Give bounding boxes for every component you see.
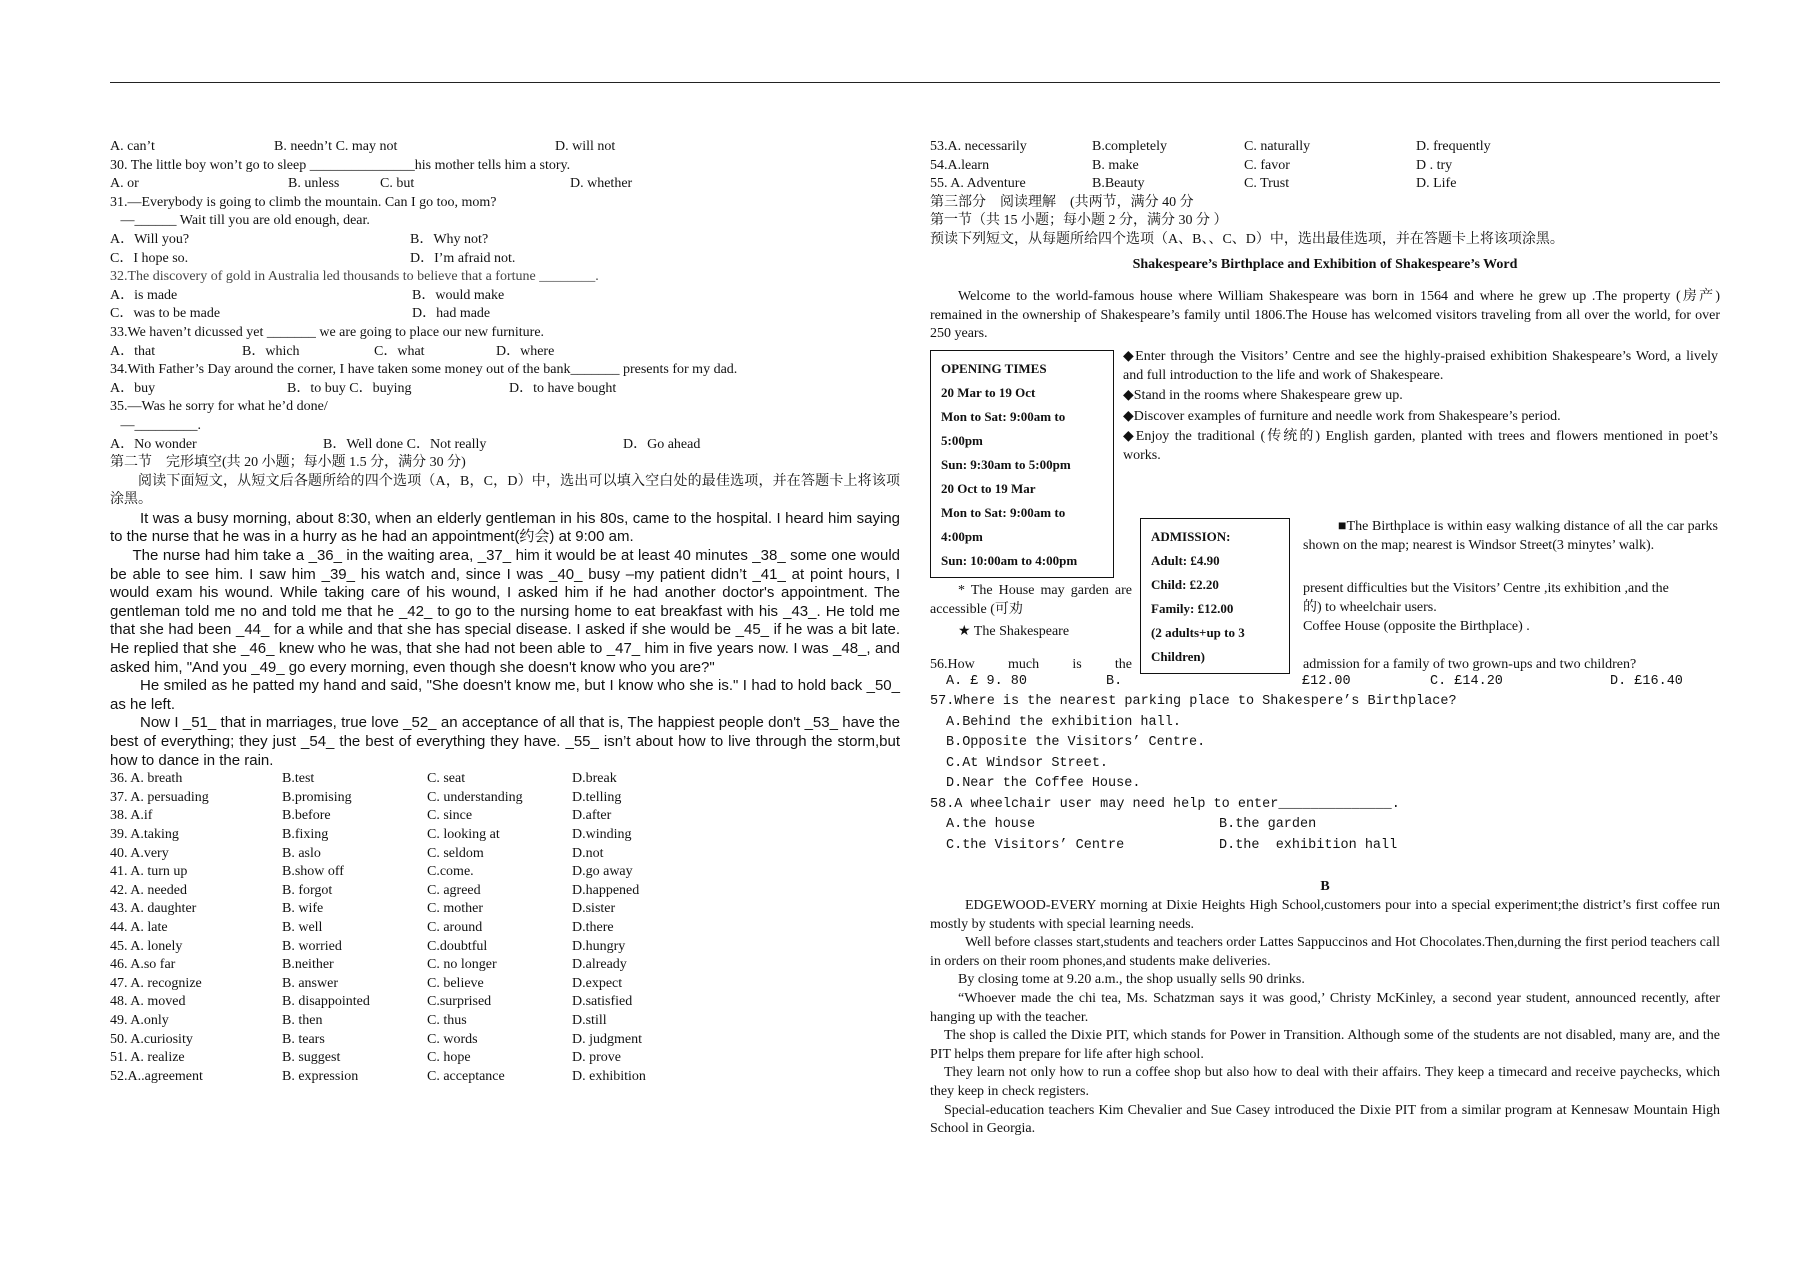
option-row (110, 1031, 900, 1050)
option: D.satisfied (572, 994, 633, 1010)
opening-line: 20 Mar to 19 Oct (941, 384, 1036, 400)
option: B．would make (412, 287, 505, 303)
option: B. expression (282, 1068, 359, 1084)
passage-b-paragraph: By closing tome at 9.20 a.m., the shop usually sells 90 drinks. (958, 972, 1305, 988)
option: 49. A.only (110, 1012, 169, 1028)
option-row (110, 938, 900, 957)
option: C. but (380, 176, 415, 192)
option: B. tears (282, 1031, 325, 1047)
q31-options-row2 (110, 250, 900, 269)
option-row (110, 882, 900, 901)
cloze-paragraph: It was a busy morning, about 8:30, when an elderly gentleman in his 80s, came to the hospital. I heard him saying to the nurse that he was in a hurry as he had an appointment(约会) at 9:00 am. (110, 509, 900, 546)
admission-line: Adult: £4.90 (1151, 552, 1220, 568)
option-row (110, 919, 900, 938)
option: 53.A. necessarily (930, 139, 1027, 154)
option: C. since (427, 808, 473, 824)
admission-line: Family: £12.00 (1151, 600, 1234, 616)
admission-line: (2 adults+up to 3 (1151, 624, 1245, 640)
note-garden: * The House may garden are accessible (可劝 (930, 582, 1132, 617)
option: B. then (282, 1012, 323, 1028)
option: C．was to be made (110, 306, 221, 322)
passage-b-paragraph: They learn not only how to run a coffee shop but also how to deal with their affairs. They keep a timecard and receive paychecks, which they keep in check registers. (930, 1065, 1720, 1099)
option: B.before (282, 808, 331, 824)
option: D. prove (572, 1050, 621, 1066)
option: B. needn’t C. may not (274, 139, 398, 154)
option: C. seat (427, 771, 466, 787)
question-30: 30. The little boy won’t go to sleep _______________his mother tells him a story. (110, 157, 571, 173)
option: B.neither (282, 957, 334, 973)
option: D．had made (412, 306, 491, 322)
q29-options (110, 138, 900, 157)
option: C．what (374, 343, 425, 359)
note-shakespeare: ★ The Shakespeare (958, 623, 1070, 639)
option: D.sister (572, 901, 616, 917)
option: B.Opposite the Visitors’ Centre. (946, 735, 1206, 751)
q32-options-row1 (110, 287, 900, 306)
question-33: 33.We haven’t dicussed yet _______ we are going to place our new furniture. (110, 324, 545, 340)
q32-options-row2 (110, 305, 900, 324)
feature-item: ◆Enjoy the traditional (传统的) English garden, planted with trees and flowers mentioned in poet’s works. (1123, 429, 1718, 463)
passage-b-paragraph: Special-education teachers Kim Chevalier and Sue Casey introduced the Dixie PIT from a similar program at Kennesaw Mountain High School in Georgia. (930, 1102, 1720, 1137)
option: A. can’t (110, 139, 155, 154)
option: D.already (572, 957, 627, 973)
q58-options-row2 (930, 836, 1720, 857)
option-row (110, 956, 900, 975)
option: D.expect (572, 975, 623, 991)
question-56: 56.How much is the (930, 656, 1132, 672)
section-2-title: 第二节 完形填空(共 20 小题；每小题 1.5 分，满分 30 分) (110, 455, 466, 471)
option: B. worried (282, 938, 342, 954)
option: 41. A. turn up (110, 864, 188, 880)
cloze-paragraph: The nurse had him take a _36_ in the waiting area, _37_ him it would be at least 40 minutes _38_ some one would be able to see him. I saw him _39_ his watch and, since I was _40_ busy –my patient didn’t _41_ at point hours, I would exam his wound. While taking care of his wound, I asked him if he had another doctor's appointment. The gentleman told me no and told me that he _42_ to go to the nursing home to eat breakfast with his _43_. He told me that she had been _44_ for a while and that she has special disease. I asked if she would be _45_ if he was a bit late. He replied that she _46_ knew who he was, that she had not been able to _47_ him in five years now. I was _48_, and asked him, "And you _49_ go every morning, even though she doesn't know who you are?" (110, 547, 900, 676)
option: C. acceptance (427, 1068, 505, 1084)
option: D.not (572, 845, 604, 861)
note-coffee: Coffee House (opposite the Birthplace) . (1303, 618, 1530, 634)
option: B. make (1092, 157, 1139, 173)
option: C. £14.20 (1430, 673, 1503, 689)
opening-line: OPENING TIMES (941, 360, 1047, 376)
option: D . try (1416, 157, 1453, 173)
option-row (110, 975, 900, 994)
section-2-instructions: 阅读下面短文，从短文后各题所给的四个选项（A，B，C，D）中，选出可以填入空白处的最佳选项，并在答题卡上将该项涂黑。 (110, 473, 900, 508)
option: D.after (572, 808, 612, 824)
passage-a-title: Shakespeare’s Birthplace and Exhibition of Shakespeare’s Word (1132, 256, 1518, 272)
option: C.come. (427, 864, 474, 880)
option: D.telling (572, 789, 622, 805)
option: 50. A.curiosity (110, 1031, 193, 1047)
passage-b-paragraph: EDGEWOOD-EVERY morning at Dixie Heights High School,customers pour into a special experiment;the district’s first coffee run mostly by students with special learning needs. (930, 898, 1720, 932)
option: 52.A..agreement (110, 1068, 203, 1084)
q33-options (110, 343, 900, 362)
cloze-options-continued (930, 138, 1720, 194)
option: C. around (427, 919, 483, 935)
option: 54.A.learn (930, 157, 990, 173)
option-row (110, 1012, 900, 1031)
opening-line: 5:00pm (941, 432, 983, 448)
opening-line: Mon to Sat: 9:00am to (941, 408, 1066, 424)
option: D. £16.40 (1610, 673, 1683, 689)
option: D.break (572, 771, 617, 787)
option: B.the garden (1219, 817, 1317, 833)
feature-item: ◆Enter through the Visitors’ Centre and see the highly-praised exhibition Shakespeare’s Word, a lively and full introduction to the life and work of Shakespeare. (1123, 348, 1718, 383)
option: B．Why not? (410, 231, 489, 247)
option: D. frequently (1416, 139, 1491, 154)
option: 42. A. needed (110, 882, 187, 898)
option: 36. A. breath (110, 771, 183, 787)
option: A．Will you? (110, 231, 190, 247)
passage-b-paragraph: Well before classes start,students and teachers order Lattes Sappuccinos and Hot Chocolates.Then,durning the first period teachers call in orders on their room phones,and students make deliveries. (930, 935, 1721, 969)
q30-options (110, 175, 900, 194)
cloze-options (110, 770, 900, 1086)
part-3-title: 第三部分 阅读理解 (共两节，满分 40 分 (930, 194, 1194, 210)
option: B.Beauty (1092, 176, 1145, 192)
option: D.Near the Coffee House. (946, 776, 1141, 792)
option-row (110, 789, 900, 808)
option: D. judgment (572, 1031, 642, 1047)
passage-b-paragraph: “Whoever made the chi tea, Ms. Schatzman says it was good,’ Christy McKinley, a second year student, announced recently, after hanging up with the teacher. (930, 991, 1720, 1025)
option: D．I’m afraid not. (410, 250, 516, 266)
option: D．where (496, 343, 555, 359)
option: D.there (572, 919, 614, 935)
feature-item: ◆Stand in the rooms where Shakespeare grew up. (1123, 388, 1403, 404)
option: D. exhibition (572, 1068, 646, 1084)
option-row (930, 175, 1720, 194)
admission-line: Child: £2.20 (1151, 576, 1219, 592)
option: C．I hope so. (110, 250, 189, 266)
option: C. favor (1244, 157, 1290, 173)
option: C. looking at (427, 826, 500, 842)
option: C. hope (427, 1050, 471, 1066)
option: C. no longer (427, 957, 497, 973)
option-row (110, 826, 900, 845)
option: B．which (242, 343, 300, 359)
option: 51. A. realize (110, 1050, 185, 1066)
question-56-cont: admission for a family of two grown-ups and two children? (1303, 656, 1637, 672)
question-34: 34.With Father’s Day around the corner, I have taken some money out of the bank_______ presents for my dad. (110, 362, 738, 378)
question-32: 32.The discovery of gold in Australia led thousands to believe that a fortune ________. (110, 269, 599, 285)
option: D.the exhibition hall (1219, 837, 1398, 853)
option: A．No wonder (110, 436, 197, 452)
question-31: 31.—Everybody is going to climb the mountain. Can I go too, mom? (110, 194, 497, 210)
option: B. well (282, 919, 323, 935)
option: B. forgot (282, 882, 333, 898)
question-57: 57.Where is the nearest parking place to Shakespere’s Birthplace? (930, 694, 1457, 710)
opening-line: 4:00pm (941, 528, 983, 544)
option: A．is made (110, 287, 178, 303)
option: 46. A.so far (110, 957, 176, 973)
option: C. mother (427, 901, 483, 917)
admission-line: ADMISSION: (1151, 528, 1231, 544)
option: B．to buy C．buying (287, 380, 412, 396)
question-35-reply: —_________. (110, 417, 201, 433)
option: B. wife (282, 901, 324, 917)
admission-line: Children) (1151, 648, 1205, 664)
note-birthplace: ■The Birthplace is within easy walking distance of all the car parks shown on the map; nearest is Windsor Street(3 minytes’ walk). (1303, 518, 1718, 553)
opening-line: 20 Oct to 19 Mar (941, 480, 1036, 496)
option: C.At Windsor Street. (946, 755, 1109, 771)
option-row (110, 1068, 900, 1087)
option: B.completely (1092, 139, 1168, 154)
option: B. suggest (282, 1050, 341, 1066)
option: A. £ 9. 80 (946, 673, 1028, 689)
option: D. whether (570, 176, 633, 192)
admission-box (1140, 518, 1290, 674)
option-row (110, 993, 900, 1012)
option: C. seldom (427, 845, 484, 861)
option: A.Behind the exhibition hall. (946, 714, 1181, 730)
passage-b-label: B (1320, 879, 1330, 895)
option: C.the Visitors’ Centre (946, 837, 1125, 853)
option: 43. A. daughter (110, 901, 197, 917)
option: 55. A. Adventure (930, 176, 1026, 192)
option: D．to have bought (509, 380, 617, 396)
option-row (930, 157, 1720, 176)
option: D. Life (1416, 176, 1457, 192)
option: A.the house (946, 817, 1036, 833)
opening-line: Sun: 9:30am to 5:00pm (941, 456, 1071, 472)
option: D.hungry (572, 938, 626, 954)
option: B．Well done C．Not really (323, 436, 487, 452)
feature-list (1123, 348, 1718, 466)
option: A. or (110, 176, 139, 192)
option: B.fixing (282, 826, 329, 842)
question-58: 58.A wheelchair user may need help to enter______________. (930, 796, 1400, 812)
opening-times-box (930, 350, 1114, 578)
option: B.test (282, 771, 315, 787)
cloze-paragraph: He smiled as he patted my hand and said, "She doesn't know me, but I know who she is." I had to hold back _50_ as he left. (110, 677, 900, 713)
option: C.doubtful (427, 938, 488, 954)
option: D. will not (555, 139, 616, 154)
option: A．buy (110, 380, 156, 396)
option: B.promising (282, 789, 352, 805)
option: A．that (110, 343, 156, 359)
option-row (110, 845, 900, 864)
opening-line: Sun: 10:00am to 4:00pm (941, 552, 1078, 568)
option: C. agreed (427, 882, 481, 898)
option: C. Trust (1244, 176, 1290, 192)
reading-instructions: 预读下列短文，从每题所给四个选项（A、B、、C、D）中，选出最佳选项，并在答题卡上将该项涂黑。 (930, 231, 1564, 247)
q35-options (110, 436, 900, 455)
header-rule (110, 82, 1720, 83)
option: 45. A. lonely (110, 938, 183, 954)
passage-b-paragraph: The shop is called the Dixie PIT, which stands for Power in Transition. Although some of the students are not disabled, many are, and the PIT helps them prepare for life after high school. (930, 1028, 1720, 1062)
cloze-paragraph: Now I _51_ that in marriages, true love _52_ an acceptance of all that is, The happiest people don't _53_ have the best of everything; they just _54_ the best of everything they have. _55_ isn’t about how to live through the storm,but how to dance in the rain. (110, 714, 900, 769)
option: 44. A. late (110, 919, 168, 935)
note-access: present difficulties but the Visitors’ Centre ,its exhibition ,and the (1303, 580, 1669, 596)
option: C. understanding (427, 789, 523, 805)
option: D.still (572, 1012, 607, 1028)
passage-a-layout (930, 344, 1720, 684)
right-column (930, 138, 1720, 1139)
option: C.surprised (427, 994, 492, 1010)
option: B. aslo (282, 845, 321, 861)
option-row (110, 863, 900, 882)
option-row (110, 807, 900, 826)
option-row (930, 138, 1720, 157)
option: 38. A.if (110, 808, 153, 824)
option-row (110, 900, 900, 919)
left-column (110, 138, 900, 1086)
q34-options (110, 380, 900, 399)
option: B. answer (282, 975, 338, 991)
option: B.show off (282, 864, 344, 880)
option: D.go away (572, 864, 633, 880)
option: 40. A.very (110, 845, 169, 861)
question-35: 35.—Was he sorry for what he’d done/ (110, 399, 328, 415)
opening-line: Mon to Sat: 9:00am to (941, 504, 1066, 520)
option: C. words (427, 1031, 478, 1047)
passage-a-intro: Welcome to the world-famous house where William Shakespeare was born in 1564 and where he grew up .The property (房产) remained in the ownership of Shakespeare’s family until 1806.The House has welcomed visitors traveling from all over the world, for over 250 years. (930, 289, 1720, 342)
option: D.winding (572, 826, 632, 842)
option-row (110, 770, 900, 789)
option: 48. A. moved (110, 994, 186, 1010)
section-1-title: 第一节（共 15 小题；每小题 2 分，满分 30 分 ） (930, 213, 1228, 229)
note-access-2: 的) to wheelchair users. (1303, 599, 1437, 615)
option: 37. A. persuading (110, 789, 209, 805)
question-31-reply: —______ Wait till you are old enough, dear. (110, 213, 370, 229)
option: C. believe (427, 975, 484, 991)
option: 39. A.taking (110, 826, 179, 842)
option: C. naturally (1244, 139, 1311, 154)
option: B. (1106, 673, 1123, 689)
q58-options-row1 (930, 815, 1720, 836)
option: D.happened (572, 882, 640, 898)
q31-options-row1 (110, 231, 900, 250)
option-row (110, 1049, 900, 1068)
option: £12.00 (1302, 673, 1351, 689)
option: C. thus (427, 1012, 467, 1028)
option: D．Go ahead (623, 436, 701, 452)
feature-item: ◆Discover examples of furniture and needle work from Shakespeare’s period. (1123, 408, 1561, 424)
option: B. disappointed (282, 994, 370, 1010)
option: B. unless (288, 176, 340, 192)
option: 47. A. recognize (110, 975, 202, 991)
